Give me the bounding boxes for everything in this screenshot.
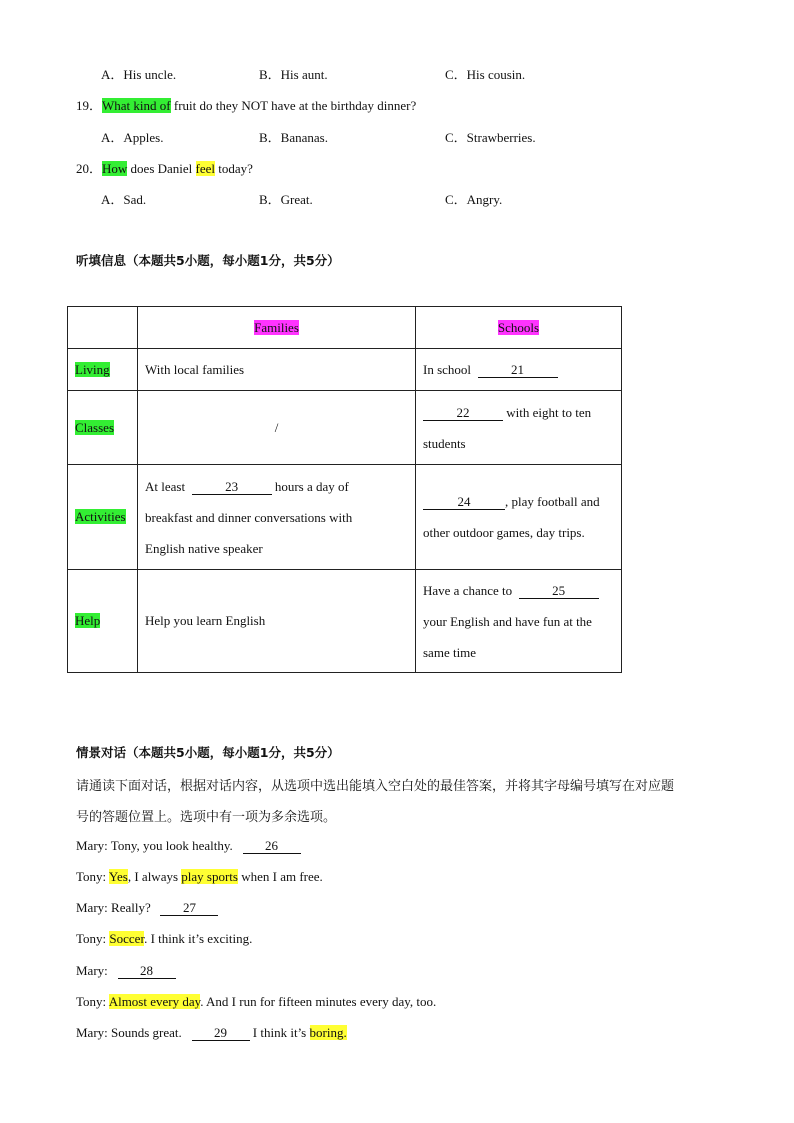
blank-28: 28 xyxy=(118,964,176,979)
q20-option-b: B．Great. xyxy=(259,192,313,207)
dialog-text: Mary: Really? xyxy=(76,900,151,915)
blank-25: 25 xyxy=(519,584,599,599)
dialog-line-4 xyxy=(76,931,252,947)
activities-schools-cell xyxy=(416,465,622,570)
help-schools-line-3: same time xyxy=(423,644,477,660)
section-title-dialog xyxy=(76,743,340,761)
row-label-help: Help xyxy=(75,613,101,628)
header-families-cell xyxy=(138,307,416,349)
classes-families-cell xyxy=(138,391,416,465)
q18-option-b: B．His aunt. xyxy=(259,67,328,82)
row-label-living: Living xyxy=(75,361,110,377)
section-title-points: 1 xyxy=(259,253,269,268)
dialog-text: I think it’s xyxy=(249,1025,310,1040)
header-schools-cell xyxy=(416,307,622,349)
q19-highlight: What kind of xyxy=(102,98,171,113)
section-title-listening xyxy=(76,251,340,269)
blank-23: 23 xyxy=(192,480,272,495)
question-20 xyxy=(76,158,253,177)
section-title-part: 分） xyxy=(314,745,340,760)
activities-families-line-3: English native speaker xyxy=(145,540,263,556)
dialog-highlight-boring: boring. xyxy=(309,1025,347,1040)
living-schools-text: In school xyxy=(423,361,472,377)
dialog-text: Mary: xyxy=(76,963,108,978)
dialog-text: when I am free. xyxy=(237,869,323,884)
dialog-line-6 xyxy=(76,994,436,1010)
header-schools: Schools xyxy=(497,319,540,335)
dialog-speaker: Tony: xyxy=(76,931,110,946)
dialog-text: . And I run for fifteen minutes every day, too. xyxy=(200,994,437,1009)
q20-option-a: A．Sad. xyxy=(101,192,147,207)
q20-number: 20． xyxy=(76,161,103,176)
dialog-highlight-soccer: Soccer xyxy=(109,931,145,946)
dialog-line-5 xyxy=(76,963,176,979)
section-title-count: 5 xyxy=(176,745,185,760)
blank-24: 24 xyxy=(423,495,505,510)
section-title-part: 分，共 xyxy=(268,253,306,268)
dialog-line-1 xyxy=(76,838,301,854)
living-schools-cell xyxy=(416,349,622,391)
table-corner-cell xyxy=(68,307,138,349)
classes-schools-line-1 xyxy=(423,397,614,428)
q19-number: 19． xyxy=(76,98,103,113)
section-title-part: 小题，每小题 xyxy=(184,253,260,268)
dialog-highlight-play-sports: play sports xyxy=(181,869,238,884)
dialog-speaker: Tony: xyxy=(76,994,109,1009)
section-title-part: 分，共 xyxy=(268,745,306,760)
activities-families-text: At least xyxy=(145,478,186,494)
q18-option-c: C．His cousin. xyxy=(445,67,526,82)
blank-29: 29 xyxy=(192,1026,250,1041)
dialog-highlight-almost-every-day: Almost every day xyxy=(108,994,201,1009)
activities-schools-text: , play football and xyxy=(505,494,600,509)
question-19 xyxy=(76,95,416,114)
blank-26: 26 xyxy=(243,839,301,854)
help-schools-line-1 xyxy=(423,575,614,606)
dialog-instructions-line-1: 请通读下面对话，根据对话内容，从选项中选出能填入空白处的最佳答案，并将其字母编号填写在对应题 xyxy=(76,779,675,794)
activities-families-line-1 xyxy=(145,471,408,502)
dialog-text: Mary: Tony, you look healthy. xyxy=(76,838,233,853)
table-row xyxy=(68,465,622,570)
dialog-text: . I think it’s exciting. xyxy=(144,931,253,946)
help-families-cell xyxy=(138,570,416,673)
dialog-line-2 xyxy=(76,869,323,885)
help-families-text: Help you learn English xyxy=(145,613,266,628)
help-schools-cell xyxy=(416,570,622,673)
table-row xyxy=(68,349,622,391)
q20-text-mid: does Daniel xyxy=(127,161,196,176)
dialog-text: Mary: Sounds great. xyxy=(76,1025,182,1040)
row-label-activities: Activities xyxy=(75,509,126,524)
q20-highlight-how: How xyxy=(102,161,128,176)
section-title-points: 1 xyxy=(259,745,269,760)
blank-27: 27 xyxy=(160,901,218,916)
activities-families-line-2: breakfast and dinner conversations with xyxy=(145,509,353,525)
blank-21: 21 xyxy=(478,363,558,378)
help-schools-line-2: your English and have fun at the xyxy=(423,613,592,629)
q19-option-c: C．Strawberries. xyxy=(445,130,536,145)
table-row xyxy=(68,570,622,673)
help-schools-text: Have a chance to xyxy=(423,582,513,598)
table-row xyxy=(68,391,622,465)
living-families-text: With local families xyxy=(145,361,245,377)
classes-families-text: / xyxy=(274,419,279,435)
dialog-highlight-yes: Yes xyxy=(108,869,128,884)
activities-families-cell xyxy=(138,465,416,570)
classes-schools-line-2: students xyxy=(423,435,466,451)
dialog-line-7 xyxy=(76,1025,347,1041)
q20-highlight-feel: feel xyxy=(195,161,216,176)
blank-22: 22 xyxy=(423,406,503,421)
section-title-count: 5 xyxy=(176,253,185,268)
row-label-cell xyxy=(68,465,138,570)
q19-option-a: A．Apples. xyxy=(101,130,164,145)
section-title-part: 听填信息（本题共 xyxy=(76,253,177,268)
q20-text-end: today? xyxy=(215,161,253,176)
row-label-cell xyxy=(68,570,138,673)
section-title-part: 小题，每小题 xyxy=(184,745,260,760)
info-table xyxy=(67,306,622,673)
dialog-instructions-line-2: 号的答题位置上。选项中有一项为多余选项。 xyxy=(76,810,337,825)
classes-schools-text: with eight to ten xyxy=(503,404,592,420)
living-families-cell xyxy=(138,349,416,391)
classes-schools-cell xyxy=(416,391,622,465)
q19-text: fruit do they NOT have at the birthday dinner? xyxy=(170,98,417,113)
activities-families-text-2: hours a day of xyxy=(271,478,349,494)
section-title-total: 5 xyxy=(305,745,315,760)
table-header-row xyxy=(68,307,622,349)
section-title-part: 情景对话（本题共 xyxy=(76,745,177,760)
activities-schools-line-1 xyxy=(423,486,614,517)
section-title-part: 分） xyxy=(314,253,340,268)
q20-option-c: C．Angry. xyxy=(445,192,503,207)
section-title-total: 5 xyxy=(305,253,315,268)
dialog-speaker: Tony: xyxy=(76,869,109,884)
dialog-line-3 xyxy=(76,900,218,916)
row-label-cell xyxy=(68,349,138,391)
activities-schools-line-2: other outdoor games, day trips. xyxy=(423,525,585,540)
dialog-text: , I always xyxy=(127,869,182,884)
row-label-cell xyxy=(68,391,138,465)
q18-option-a: A．His uncle. xyxy=(101,67,177,82)
q19-option-b: B．Bananas. xyxy=(259,130,328,145)
row-label-classes: Classes xyxy=(75,419,114,435)
header-families: Families xyxy=(254,319,299,335)
